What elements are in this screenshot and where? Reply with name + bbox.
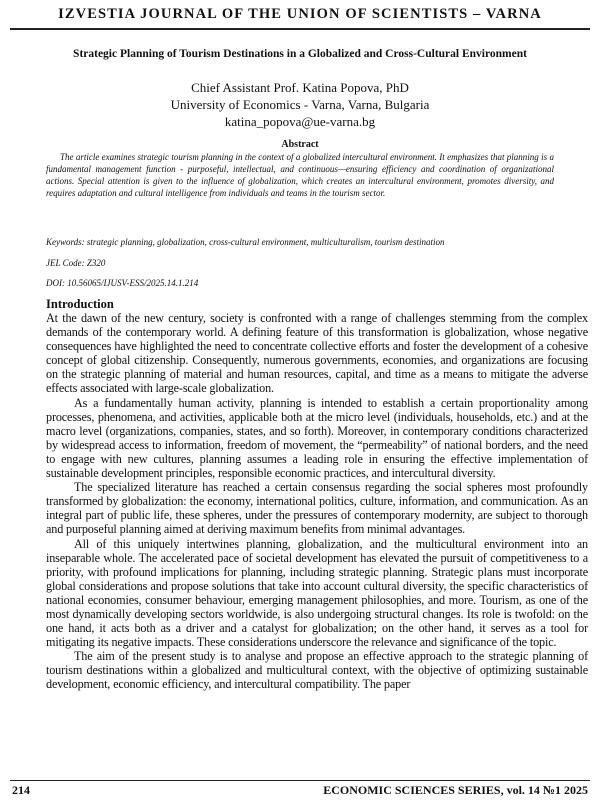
journal-title: IZVESTIA JOURNAL OF THE UNION OF SCIENTISTS – VARNA	[58, 6, 542, 22]
page-footer	[10, 780, 590, 799]
author-affiliation: University of Economics - Varna, Varna, Bulgaria	[170, 97, 430, 112]
author-name: Chief Assistant Prof. Katina Popova, PhD	[191, 80, 409, 95]
doi: DOI: 10.56065/IJUSV-ESS/2025.14.1.214	[46, 278, 199, 288]
introduction-heading: Introduction	[46, 297, 114, 311]
paragraph: As a fundamentally human activity, planning is intended to establish a certain proportionality among processes, phenomena, and activities, applicable both at the micro level (individuals, households, etc.) and at the macro level (organizations, companies, states, and so forth). Moreover, in contemporary conditions characterized by widespread access to information, freedom of movement, the “permeability” of national borders, and the need to engage with new cultures, planning assumes a leading role in ensuring the effective implementation of sustainable development principles, responsible economic practices, and intercultural diversity.	[46, 395, 588, 481]
paragraph: All of this uniquely intertwines planning, globalization, and the multicultural environment into an inseparable whole. The accelerated pace of societal development has elevated the pursuit of competitiveness to a priority, with profound implications for planning, including strategic planning. Strategic plans must incorporate global considerations and propose solutions that take into account cultural diversity, the specific characteristics of national economies, consumer behaviour, emerging management philosophies, and more. Tourism, as one of the most dynamically developing sectors worldwide, is also undergoing structural changes. Its role is twofold: on the one hand, it acts both as a driver and a catalyst for globalization; on the other hand, it serves as a tool for mitigating its negative impacts. These considerations underscore the relevance and significance of the topic.	[46, 536, 588, 650]
abstract-heading: Abstract	[281, 139, 319, 150]
introduction-body	[46, 311, 588, 692]
article-title: Strategic Planning of Tourism Destinations in a Globalized and Cross-Cultural Environment	[73, 48, 527, 60]
jel-code: JEL Code: Z320	[46, 258, 106, 268]
page-number: 214	[12, 783, 30, 797]
abstract-text: The article examines strategic tourism planning in the context of a globalized intercultural environment. It emphasizes that planning is a fundamental management function - purposeful, intellectual, and continuous—ensuring efficiency and coordination of organizational actions. Special attention is given to the influence of globalization, which creates an intercultural environment, promotes diversity, and requires adaptation and cultural intelligence from individuals and teams in the tourism sector.	[46, 152, 554, 198]
journal-header	[10, 2, 590, 30]
paragraph: The aim of the present study is to analyse and propose an effective approach to the strategic planning of tourism destinations within a globalized and multicultural context, with the objective of optimizing sustainable development, economic efficiency, and intercultural compatibility. The paper	[46, 649, 588, 692]
author-email: katina_popova@ue-varna.bg	[224, 114, 376, 129]
paragraph: At the dawn of the new century, society is confronted with a range of challenges stemming from the complex demands of the contemporary world. A defining feature of this transformation is globalization, whose negative consequences have highlighted the need to concentrate collective efforts and foster the development of a cohesive concept of global citizenship. Consequently, numerous governments, economies, and organizations are focusing on the strategic planning of material and human resources, capital, and time as a means to mitigate the adverse effects associated with large-scale globalization.	[46, 311, 588, 396]
series-info: ECONOMIC SCIENCES SERIES, vol. 14 №1 2025	[323, 783, 588, 797]
paragraph: The specialized literature has reached a certain consensus regarding the social spheres most profoundly transformed by globalization: the economy, international politics, culture, information, and communication. As an integral part of public life, these spheres, under the pressures of contemporary modernity, are subject to thorough and purposeful planning aimed at deriving maximum benefits from minimal advantages.	[46, 480, 588, 537]
keywords: Keywords: strategic planning, globalization, cross-cultural environment, multiculturalism, tourism destination	[46, 237, 445, 247]
author-block	[10, 79, 590, 130]
